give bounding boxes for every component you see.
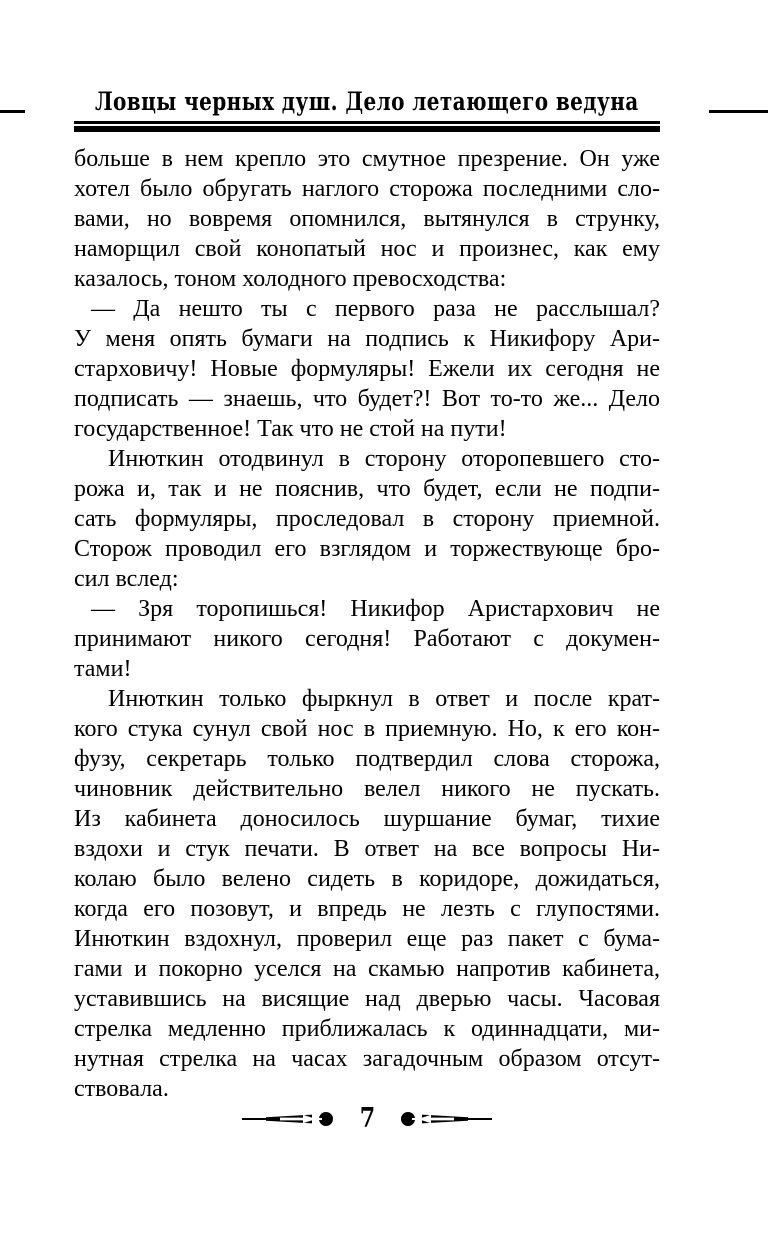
text-line: рожа и, так и не пояснив, что будет, если не подпи- bbox=[74, 476, 660, 502]
text-line: вами, но вовремя опомнился, вытянулся в струнку, bbox=[74, 206, 660, 232]
text-line: Сторож проводил его взглядом и торжествующе бро- bbox=[74, 536, 660, 562]
text-line: кого стука сунул свой нос в приемную. Но, к его кон- bbox=[74, 716, 660, 742]
text-line: — Зря торопишься! Никифор Аристархович не bbox=[91, 596, 660, 622]
header-divider bbox=[74, 121, 660, 132]
book-title: Ловцы черных душ. Дело летающего ведуна bbox=[95, 87, 639, 116]
paragraph bbox=[74, 144, 660, 294]
text-line: вздохи и стук печати. В ответ на все вопросы Ни- bbox=[74, 836, 660, 862]
text-line: стрелка медленно приближалась к одиннадцати, ми- bbox=[74, 1016, 660, 1042]
page-footer bbox=[74, 1104, 660, 1134]
page-text bbox=[74, 144, 660, 1104]
text-line: сил вслед: bbox=[74, 566, 179, 592]
text-line: подписать — знаешь, что будет?! Вот то-то же... Дело bbox=[74, 386, 660, 412]
paragraph bbox=[74, 594, 660, 684]
header-left-rule bbox=[0, 110, 25, 113]
text-line: Инюткин отодвинул в сторону оторопевшего сто- bbox=[108, 446, 660, 472]
text-line: государственное! Так что не стой на пути! bbox=[74, 416, 507, 442]
text-line: У меня опять бумаги на подпись к Никифору Ари- bbox=[74, 326, 660, 352]
text-line: старховичу! Новые формуляры! Ежели их сегодня не bbox=[74, 356, 660, 382]
text-line: когда его позовут, и впредь не лезть с глупостями. bbox=[74, 896, 660, 922]
arrow-left-ornament-icon bbox=[400, 1109, 492, 1129]
text-line: казалось, тоном холодного превосходства: bbox=[74, 266, 507, 292]
text-line: принимают никого сегодня! Работают с докумен- bbox=[74, 626, 660, 652]
text-line: чиновник действительно велел никого не пускать. bbox=[74, 776, 660, 802]
paragraph bbox=[74, 444, 660, 594]
text-line: гами и покорно уселся на скамью напротив кабинета, bbox=[74, 956, 660, 982]
text-line: сать формуляры, проследовал в сторону приемной. bbox=[74, 506, 660, 532]
text-line: Из кабинета доносилось шуршание бумаг, тихие bbox=[74, 806, 660, 832]
header-divider-thick-line bbox=[74, 126, 660, 132]
text-line: ствовала. bbox=[74, 1076, 169, 1102]
text-line: Инюткин только фыркнул в ответ и после крат- bbox=[108, 686, 660, 712]
arrow-right-ornament-icon bbox=[242, 1109, 334, 1129]
text-line: Инюткин вздохнул, проверил еще раз пакет с бума- bbox=[74, 926, 660, 952]
running-head bbox=[74, 88, 660, 132]
text-line: больше в нем крепло это смутное презрение. Он уже bbox=[74, 146, 660, 172]
text-line: нутная стрелка на часах загадочным образом отсут- bbox=[74, 1046, 660, 1072]
text-line: — Да нешто ты с первого раза не расслышал? bbox=[91, 296, 660, 322]
text-line: тами! bbox=[74, 656, 132, 682]
header-divider-thin-line bbox=[74, 121, 660, 124]
running-head-title-row bbox=[74, 88, 660, 116]
paragraph bbox=[74, 684, 660, 1104]
text-line: колаю было велено сидеть в коридоре, дожидаться, bbox=[74, 866, 660, 892]
paragraph bbox=[74, 294, 660, 444]
text-line: фузу, секретарь только подтвердил слова сторожа, bbox=[74, 746, 660, 772]
page-number: 7 bbox=[359, 1103, 375, 1134]
text-line: уставившись на висящие над дверью часы. Часовая bbox=[74, 986, 660, 1012]
text-line: хотел было обругать наглого сторожа последними сло- bbox=[74, 176, 660, 202]
text-line: наморщил свой конопатый нос и произнес, как ему bbox=[74, 236, 660, 262]
header-right-rule bbox=[709, 110, 768, 113]
